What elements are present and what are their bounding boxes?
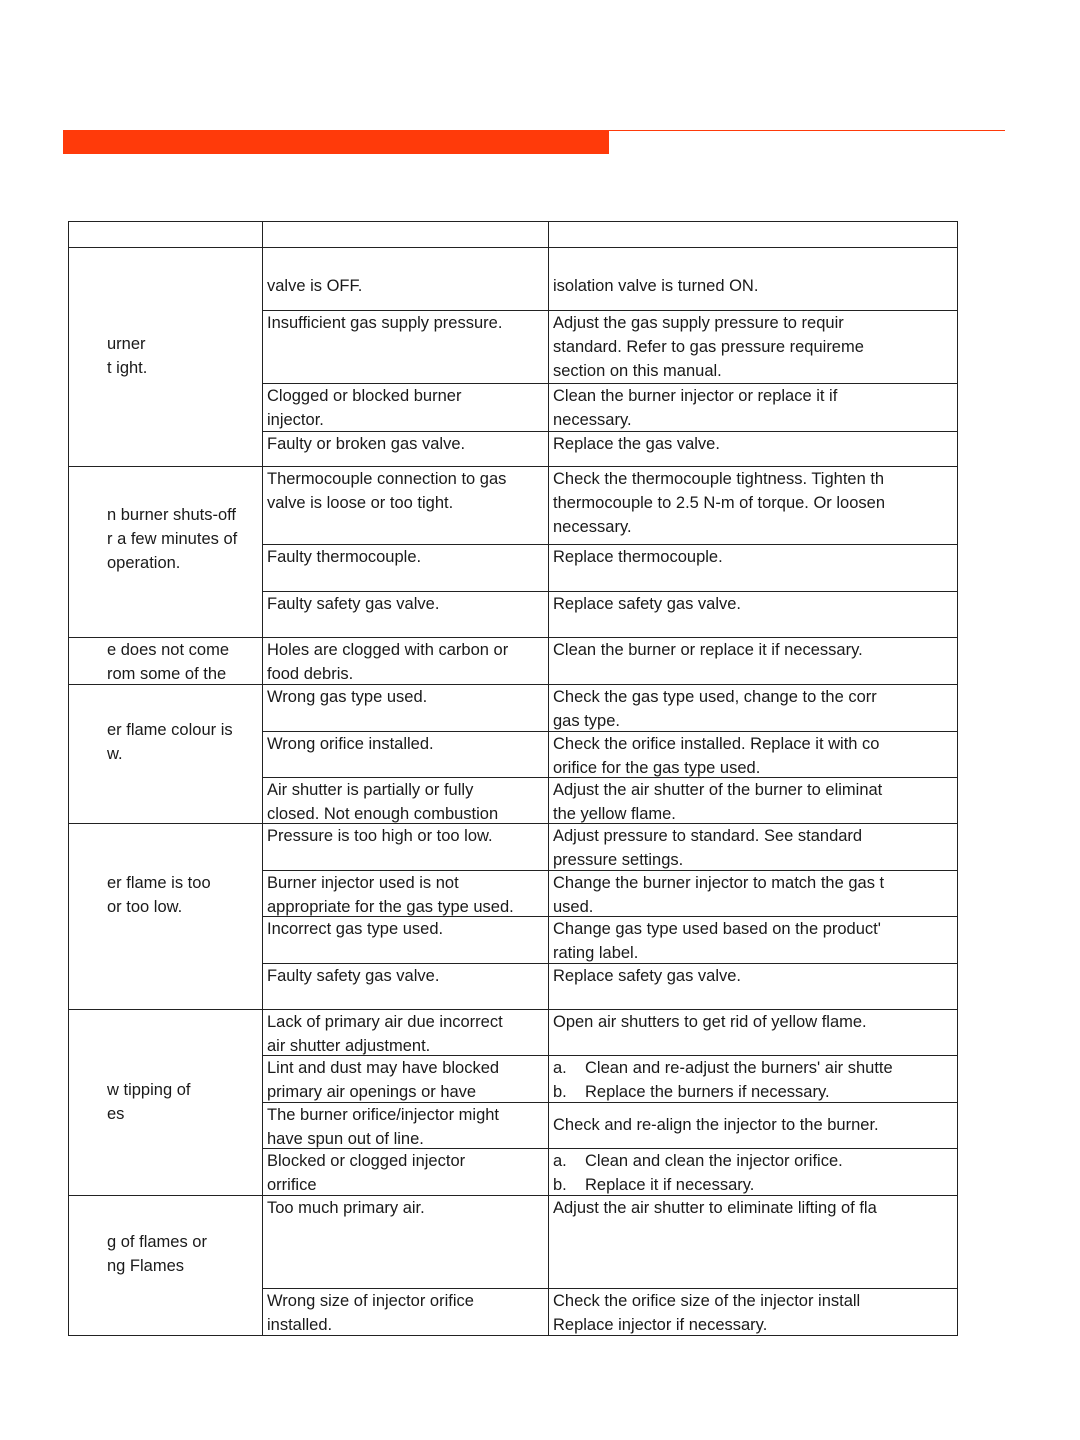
cause-text: Wrong orifice installed. [267, 735, 434, 753]
cause-text: Incorrect gas type used. [267, 920, 444, 938]
cause-cell [262, 1288, 549, 1336]
solution-cell [548, 870, 958, 917]
cause-cell [262, 823, 549, 871]
problem-cell [68, 247, 263, 467]
cause-cell [262, 963, 549, 1010]
solution-cell [548, 591, 958, 638]
cause-text: valve is OFF. [267, 277, 363, 295]
cause-text: Wrong size of injector orifice installed. [267, 1292, 474, 1334]
solution-text: Replace the gas valve. [553, 435, 720, 453]
solution-text: Change the burner injector to match the gas t used. [553, 874, 885, 916]
solution-cell [548, 963, 958, 1010]
solution-text: isolation valve is turned ON. [553, 277, 759, 295]
problem-text: n burner shuts-off r a few minutes of operation. [107, 506, 238, 572]
solution-text: Change gas type used based on the product' rating label. [553, 920, 881, 962]
cause-text: Faulty thermocouple. [267, 548, 422, 566]
solution-text: Check and re-align the injector to the burner. [553, 1116, 879, 1134]
solution-text: Adjust the gas supply pressure to requir standard. Refer to gas pressure requireme section on this manual. [553, 314, 864, 380]
cause-text: Faulty safety gas valve. [267, 967, 440, 985]
cause-cell [262, 544, 549, 592]
cause-text: Thermocouple connection to gas valve is loose or too tight. [267, 470, 507, 512]
cause-cell [262, 1195, 549, 1289]
solution-cell [548, 916, 958, 964]
cause-cell [262, 310, 549, 384]
table-header-cell [262, 221, 549, 248]
list-marker: b. [553, 1083, 567, 1101]
cause-text: The burner orifice/injector might have spun out of line. [267, 1106, 500, 1148]
list-marker: a. [553, 1152, 567, 1170]
cause-cell [262, 466, 549, 545]
problem-cell [68, 466, 263, 638]
cause-text: Wrong gas type used. [267, 688, 428, 706]
problem-text: w tipping of es [107, 1081, 191, 1123]
solution-text: Check the orifice installed. Replace it with co orifice for the gas type used. [553, 735, 880, 777]
solution-cell [548, 544, 958, 592]
cause-cell [262, 1102, 549, 1149]
list-text: Clean and re-adjust the burners' air shutte [585, 1059, 893, 1077]
problem-cell [68, 1195, 263, 1336]
cause-cell [262, 1148, 549, 1196]
solution-cell [548, 466, 958, 545]
list-marker: b. [553, 1176, 567, 1194]
list-text: Clean and clean the injector orifice. [585, 1152, 843, 1170]
cause-text: Clogged or blocked burner injector. [267, 387, 462, 429]
solution-cell [548, 310, 958, 384]
solution-cell [548, 637, 958, 685]
solution-cell [548, 1102, 958, 1149]
solution-text: Replace thermocouple. [553, 548, 723, 566]
cause-text: Faulty or broken gas valve. [267, 435, 466, 453]
solution-cell [548, 247, 958, 311]
cause-cell [262, 916, 549, 964]
solution-cell [548, 731, 958, 778]
solution-cell [548, 1288, 958, 1336]
cause-cell [262, 1009, 549, 1056]
cause-cell [262, 1055, 549, 1103]
header-accent-line [609, 130, 1005, 131]
cause-cell [262, 870, 549, 917]
cause-cell [262, 731, 549, 778]
cause-cell [262, 684, 549, 732]
solution-text: Clean the burner injector or replace it if necessary. [553, 387, 838, 429]
problem-text: er flame colour is w. [107, 721, 233, 763]
solution-cell [548, 777, 958, 824]
cause-text: Faulty safety gas valve. [267, 595, 440, 613]
problem-cell [68, 1009, 263, 1196]
list-marker: a. [553, 1059, 567, 1077]
solution-cell [548, 823, 958, 871]
cause-text: Air shutter is partially or fully closed. Not enough combustion [267, 781, 499, 823]
cause-text: Insufficient gas supply pressure. [267, 314, 503, 332]
cause-text: Pressure is too high or too low. [267, 827, 493, 845]
problem-cell [68, 684, 263, 824]
solution-cell [548, 431, 958, 467]
solution-cell [548, 1009, 958, 1056]
solution-text: Open air shutters to get rid of yellow flame. [553, 1013, 867, 1031]
solution-text: Adjust the air shutter of the burner to eliminat the yellow flame. [553, 781, 883, 823]
solution-text: Adjust the air shutter to eliminate lifting of fla [553, 1199, 877, 1217]
cause-text: Lint and dust may have blocked primary air openings or have [267, 1059, 500, 1101]
solution-text: Check the gas type used, change to the corr gas type. [553, 688, 877, 730]
problem-cell [68, 637, 263, 685]
solution-cell [548, 684, 958, 732]
cause-cell [262, 247, 549, 311]
table-header-cell [548, 221, 958, 248]
problem-text: er flame is too or too low. [107, 874, 211, 916]
solution-text: Check the orifice size of the injector install Replace injector if necessary. [553, 1292, 861, 1334]
solution-cell [548, 1055, 958, 1103]
cause-cell [262, 777, 549, 824]
solution-cell [548, 383, 958, 432]
solution-list-item [553, 1080, 953, 1103]
header-accent-bar [63, 130, 609, 154]
table-header-cell [68, 221, 263, 248]
solution-text [553, 1149, 953, 1196]
problem-text: e does not come rom some of the [107, 641, 229, 683]
problem-cell [68, 823, 263, 1010]
problem-text: urner t ight. [107, 335, 148, 377]
solution-list-item [553, 1173, 953, 1196]
solution-text [553, 1056, 953, 1103]
list-text: Replace the burners if necessary. [585, 1083, 830, 1101]
cause-cell [262, 637, 549, 685]
solution-cell [548, 1148, 958, 1196]
solution-list-item [553, 1149, 953, 1173]
cause-text: Holes are clogged with carbon or food debris. [267, 641, 509, 683]
cause-cell [262, 383, 549, 432]
cause-text: Blocked or clogged injector orrifice [267, 1152, 466, 1194]
solution-text: Replace safety gas valve. [553, 595, 742, 613]
solution-cell [548, 1195, 958, 1289]
solution-text: Clean the burner or replace it if necessary. [553, 641, 863, 659]
cause-text: Too much primary air. [267, 1199, 425, 1217]
problem-text: g of flames or ng Flames [107, 1233, 207, 1275]
solution-text: Adjust pressure to standard. See standard pressure settings. [553, 827, 863, 869]
cause-text: Lack of primary air due incorrect air shutter adjustment. [267, 1013, 503, 1055]
solution-text: Check the thermocouple tightness. Tighten th thermocouple to 2.5 N-m of torque. Or loosen necessary. [553, 470, 885, 536]
solution-list-item [553, 1056, 953, 1080]
cause-text: Burner injector used is not appropriate for the gas type used. [267, 874, 514, 916]
list-text: Replace it if necessary. [585, 1176, 755, 1194]
cause-cell [262, 591, 549, 638]
cause-cell [262, 431, 549, 467]
solution-text: Replace safety gas valve. [553, 967, 742, 985]
